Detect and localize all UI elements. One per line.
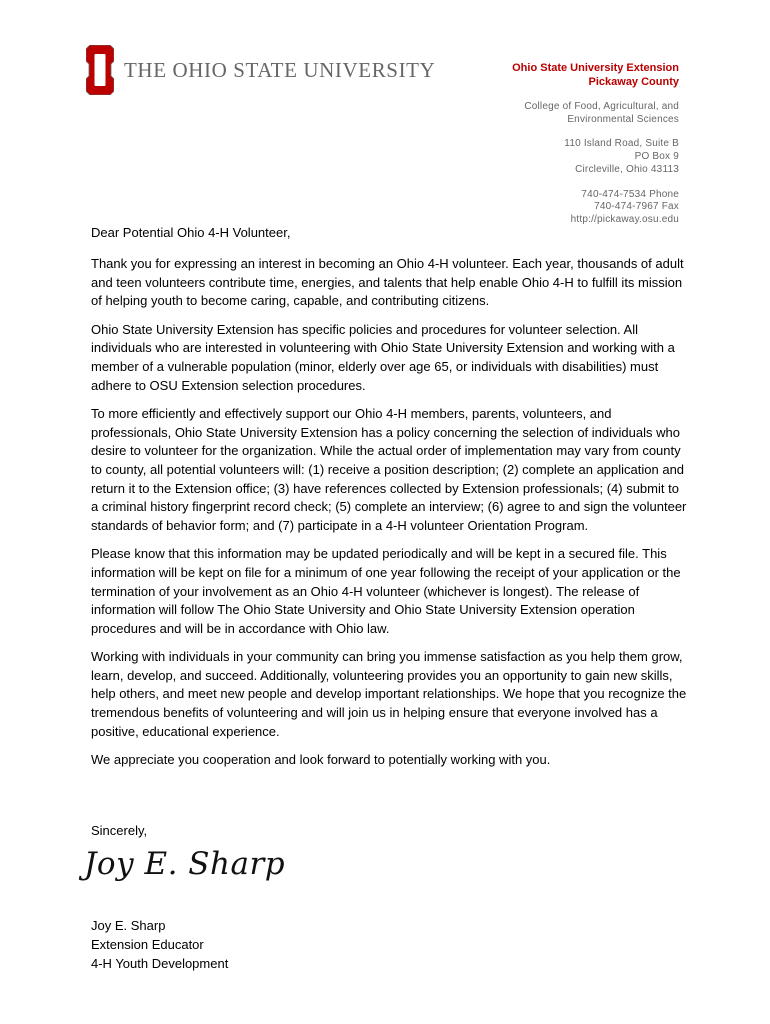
body-paragraph: Working with individuals in your community can bring you immense satisfaction as you help them grow, learn, develop, and succeed. Additionally, volunteering provides you an opportunity to gain new skills, help others, and meet new people and develop important relationships. We hope that you recognize the tremendous benefits of volunteering and will join us in helping ensure that everyone involved has a positive, educational experience. [91, 649, 687, 739]
city-line: Circleville, Ohio 43113 [575, 163, 679, 175]
contact-block [512, 189, 679, 227]
salutation: Dear Potential Ohio 4-H Volunteer, [91, 225, 291, 240]
po-box-line: PO Box 9 [634, 151, 679, 163]
handwritten-signature: Joy E. Sharp [84, 846, 286, 882]
closing: Sincerely, [91, 823, 148, 838]
letter-body [91, 255, 687, 780]
block-o-icon [86, 45, 114, 95]
fax-line: 740-474-7967 Fax [594, 201, 679, 213]
body-paragraph: To more efficiently and effectively support our Ohio 4-H members, parents, volunteers, and professionals, Ohio State University Extension has a policy concerning the selection of individuals who desire to volunteer for the organization. While the actual order of implementation may vary from county to county, all potential volunteers will: (1) receive a position description; (2) complete an application and return it to the Extension office; (3) have references collected by Extension professionals; (4) submit to a criminal history fingerprint record check; (5) complete an interview; (6) agree to and sign the volunteer standards of behavior form; and (7) participate in a 4-H volunteer Orientation Program. [91, 406, 687, 533]
body-paragraph: Please know that this information may be updated periodically and will be kept in a secured file. This information will be kept on file for a minimum of one year following the receipt of your application or the termination of your involvement as an Ohio 4-H volunteer (whichever is longest). The release of information will follow The Ohio State University and Ohio State University Extension operation procedures and will be in accordance with Ohio law. [91, 546, 681, 636]
phone-line: 740-474-7534 Phone [581, 188, 679, 200]
university-name: THE OHIO STATE UNIVERSITY [124, 57, 436, 82]
letterhead-address-block [512, 61, 679, 227]
signer-department: 4-H Youth Development [91, 956, 229, 971]
street-line: 110 Island Road, Suite B [564, 138, 679, 150]
signer-name: Joy E. Sharp [91, 918, 166, 933]
college-line: College of Food, Agricultural, and [524, 101, 679, 112]
signature-block [91, 916, 228, 973]
body-paragraph: We appreciate you cooperation and look forward to potentially working with you. [91, 752, 551, 768]
unit-name: Ohio State University Extension [512, 62, 679, 74]
street-address-block [512, 138, 679, 176]
osu-logo [86, 45, 435, 95]
college-block [512, 101, 679, 126]
website-link[interactable]: http://pickaway.osu.edu [570, 213, 679, 225]
body-paragraph: Ohio State University Extension has specific policies and procedures for volunteer selection. All individuals who are interested in volunteering with Ohio State University Extension and working with a member of a vulnerable population (minor, elderly over age 65, or individuals with disabilities) must adhere to OSU Extension selection procedures. [91, 321, 675, 393]
body-paragraph: Thank you for expressing an interest in becoming an Ohio 4-H volunteer. Each year, thousands of adult and teen volunteers contribute time, energies, and talents that help enable Ohio 4-H to fulfill its mission of helping youth to become caring, capable, and contributing citizens. [91, 256, 684, 309]
county-name: Pickaway County [588, 76, 679, 88]
college-line: Environmental Sciences [567, 113, 679, 125]
signer-title: Extension Educator [91, 937, 204, 952]
